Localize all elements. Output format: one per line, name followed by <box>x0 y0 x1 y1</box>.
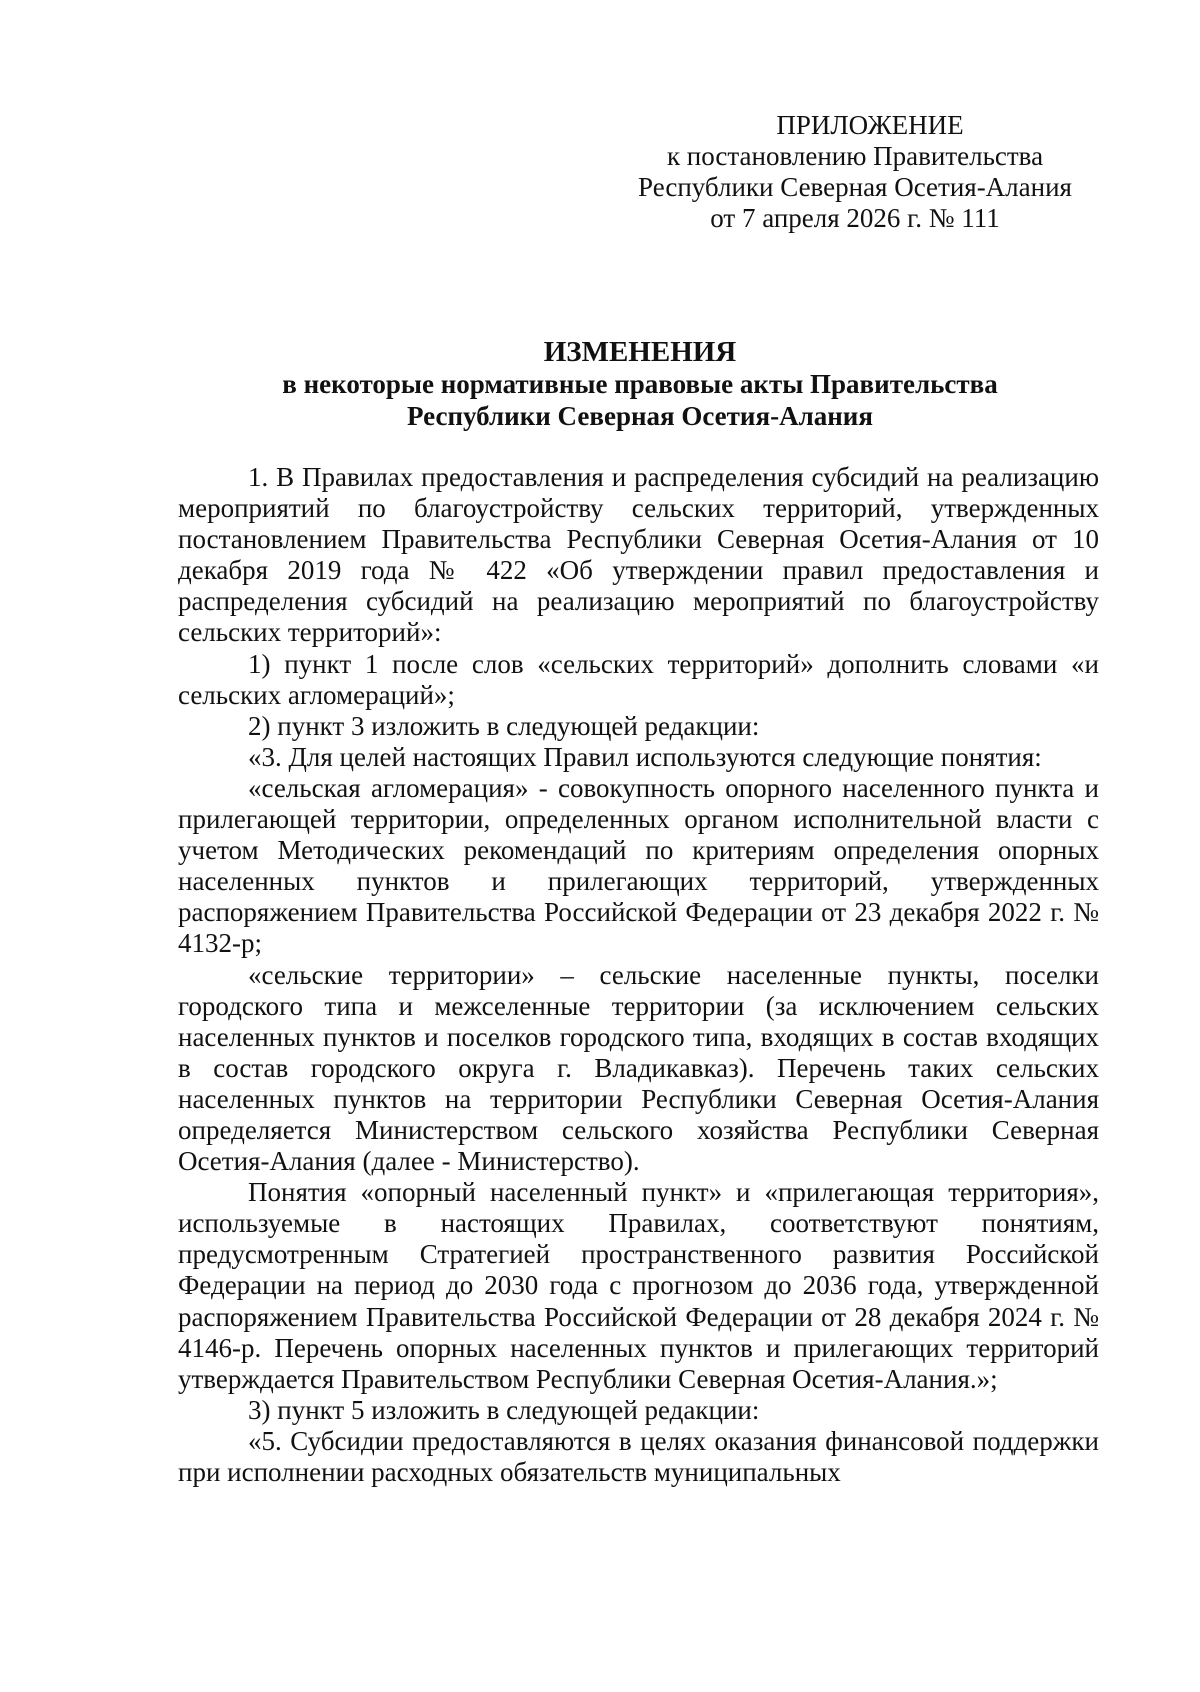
document-heading <box>180 336 1100 432</box>
heading-subtitle-line-1: в некоторые нормативные правовые акты Правительства <box>282 369 998 399</box>
paragraph: «сельская агломерация» - совокупность опорного населенного пункта и прилегающей территории, определенных органом исполнительной власти с учетом Методических рекомендаций по критериям определения опорных населенных пунктов и прилегающих территорий, утвержденных распоряжением Правительства Российской Федерации от 23 декабря 2022 г. № 4132-р; <box>178 772 1099 959</box>
appendix-line-2: Республики Северная Осетия-Алания <box>638 172 1072 202</box>
heading-title: ИЗМЕНЕНИЯ <box>543 336 737 368</box>
document-body <box>178 462 1099 1488</box>
appendix-title: ПРИЛОЖЕНИЕ <box>776 110 964 140</box>
appendix-line-1: к постановлению Правительства <box>666 141 1044 171</box>
paragraph: Понятия «опорный населенный пункт» и «прилегающая территория», используемые в настоящих Правилах, соответствуют понятиям, предусмотренным Стратегией пространственного развития Российской Федерации на период до 2030 года с прогнозом до 2036 года, утвержденной распоряжением Правительства Российской Федерации от 28 декабря 2024 г. № 4146-р. Перечень опорных населенных пунктов и прилегающих территорий утверждается Правительством Республики Северная Осетия-Алания.»; <box>178 1177 1099 1394</box>
appendix-block <box>620 110 1090 234</box>
appendix-line-3: от 7 апреля 2026 г. № 111 <box>710 203 1000 233</box>
paragraph: 3) пункт 5 изложить в следующей редакции: <box>248 1394 760 1425</box>
heading-subtitle-line-2: Республики Северная Осетия-Алания <box>407 401 873 431</box>
paragraph: «5. Субсидии предоставляются в целях оказания финансовой поддержки при исполнении расходных обязательств муниципальных <box>178 1425 1099 1487</box>
paragraph: 1. В Правилах предоставления и распределения субсидий на реализацию мероприятий по благоустройству сельских территорий, утвержденных постановлением Правительства Республики Северная Осетия-Алания от 10 декабря 2019 года № 422 «Об утверждении правил предоставления и распределения субсидий на реализацию мероприятий по благоустройству сельских территорий»: <box>178 462 1099 648</box>
paragraph: 1) пункт 1 после слов «сельских территорий» дополнить словами «и сельских агломераций»; <box>178 648 1099 710</box>
paragraph: «3. Для целей настоящих Правил используются следующие понятия: <box>248 741 1042 772</box>
paragraph: «сельские территории» – сельские населенные пункты, поселки городского типа и межселенные территории (за исключением сельских населенных пунктов и поселков городского типа, входящих в состав входящих в состав городского округа г. Владикавказ). Перечень таких сельских населенных пунктов на территории Республики Северная Осетия-Алания определяется Министерством сельского хозяйства Республики Северная Осетия-Алания (далее - Министерство). <box>178 959 1099 1177</box>
paragraph: 2) пункт 3 изложить в следующей редакции: <box>248 710 760 741</box>
